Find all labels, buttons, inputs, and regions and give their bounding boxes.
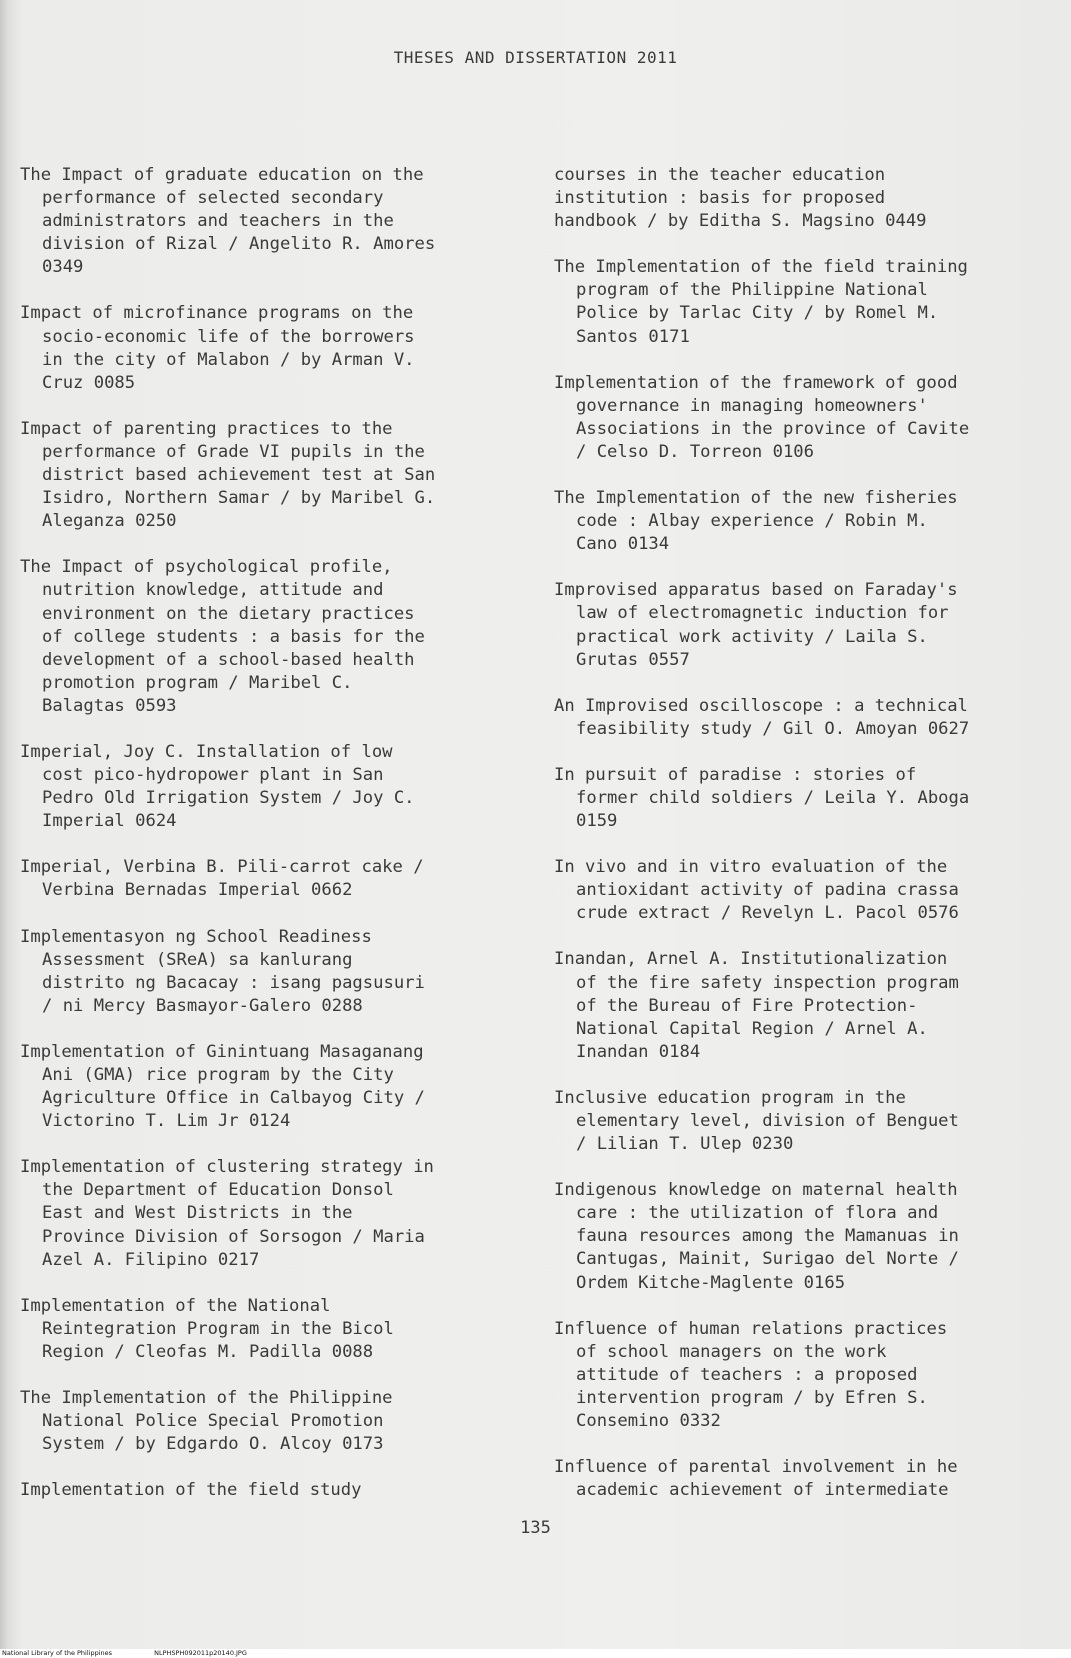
footer-file: NLPHSPH092011p20140.JPG xyxy=(154,1649,247,1657)
bibliography-entry: Implementation of the field study xyxy=(20,1480,362,1501)
bibliography-entry: Influence of parental involvement in he academic achievement of intermediate xyxy=(554,1457,958,1501)
bibliography-entry: In pursuit of paradise : stories of former child soldiers / Leila Y. Aboga 0159 xyxy=(554,764,970,832)
bibliography-entry: Implementation of clustering strategy in the Department of Education Donsol East and West Districts in the Province Division of Sorsogon / Maria Azel A. Filipino 0217 xyxy=(20,1157,434,1270)
bibliography-entry: Implementation of Ginintuang Masaganang Ani (GMA) rice program by the City Agriculture Office in Calbayog City / Victorino T. Lim Jr 0124 xyxy=(20,1041,425,1132)
bibliography-entry: The Implementation of the field training program of the Philippine National Police by Tarlac City / by Romel M. Santos 0171 xyxy=(554,257,968,347)
bibliography-entry: In vivo and in vitro evaluation of the antioxidant activity of padina crassa crude extract / Revelyn L. Pacol 0576 xyxy=(554,857,959,924)
footer-library: National Library of the Philippines xyxy=(2,1649,113,1657)
bibliography-entry: The Implementation of the Philippine National Police Special Promotion System / by Edgardo O. Alcoy 0173 xyxy=(20,1388,393,1455)
bibliography-entry: The Implementation of the new fisheries code : Albay experience / Robin M. Cano 0134 xyxy=(554,488,958,555)
bibliography-entry: Imperial, Verbina B. Pili-carrot cake / Verbina Bernadas Imperial 0662 xyxy=(20,857,424,901)
page-number: 135 xyxy=(520,1518,551,1538)
bibliography-entry: An Improvised oscilloscope : a technical feasibility study / Gil O. Amoyan 0627 xyxy=(554,695,970,739)
bibliography-entry: The Impact of psychological profile, nutrition knowledge, attitude and environment on the dietary practices of college students : a basis for the development of a school-based health promotion program / Maribel C. Balagtas 0593 xyxy=(20,557,425,716)
scan-footer xyxy=(0,1649,1071,1658)
bibliography-entry: Improvised apparatus based on Faraday's law of electromagnetic induction for practical work activity / Laila S. Grutas 0557 xyxy=(554,580,958,670)
bibliography-entry: Inandan, Arnel A. Institutionalization of the fire safety inspection program of the Bureau of Fire Protection- National Capital Region / Arnel A. Inandan 0184 xyxy=(554,949,959,1062)
bibliography-entry: Impact of parenting practices to the performance of Grade VI pupils in the district based achievement test at San Isidro, Northern Samar / by Maribel G. Aleganza 0250 xyxy=(20,418,436,532)
bibliography-entry: Imperial, Joy C. Installation of low cost pico-hydropower plant in San Pedro Old Irrigation System / Joy C. Imperial 0624 xyxy=(20,741,415,832)
bibliography-entry: Impact of microfinance programs on the socio-economic life of the borrowers in the city of Malabon / by Arman V. Cruz 0085 xyxy=(20,303,415,393)
bibliography-entry: Implementation of the framework of good governance in managing homeowners' Associations in the province of Cavite / Celso D. Torreon 0106 xyxy=(554,372,970,462)
bibliography-entry: Implementasyon ng School Readiness Assessment (SReA) sa kanlurang distrito ng Bacacay : isang pagsusuri / ni Mercy Basmayor-Galero 0288 xyxy=(20,926,425,1016)
right-column xyxy=(554,164,1054,1525)
bibliography-entry: The Impact of graduate education on the performance of selected secondary administrators and teachers in the division of Rizal / Angelito R. Amores 0349 xyxy=(20,165,436,278)
bibliography-entry: Influence of human relations practices of school managers on the work attitude of teachers : a proposed intervention program / by Efren S. Consemino 0332 xyxy=(554,1318,948,1432)
page-header: THESES AND DISSERTATION 2011 xyxy=(393,48,678,67)
bibliography-entry-continued: courses in the teacher education institution : basis for proposed handbook / by Editha S. Magsino 0449 xyxy=(554,165,927,232)
bibliography-entry: Implementation of the National Reintegration Program in the Bicol Region / Cleofas M. Padilla 0088 xyxy=(20,1295,394,1362)
bibliography-entry: Indigenous knowledge on maternal health care : the utilization of flora and fauna resources among the Mamanuas in Cantugas, Mainit, Surigao del Norte / Ordem Kitche-Maglente 0165 xyxy=(554,1180,959,1293)
bibliography-entry: Inclusive education program in the elementary level, division of Benguet / Lilian T. Ulep 0230 xyxy=(554,1087,959,1155)
left-column xyxy=(20,164,510,1525)
